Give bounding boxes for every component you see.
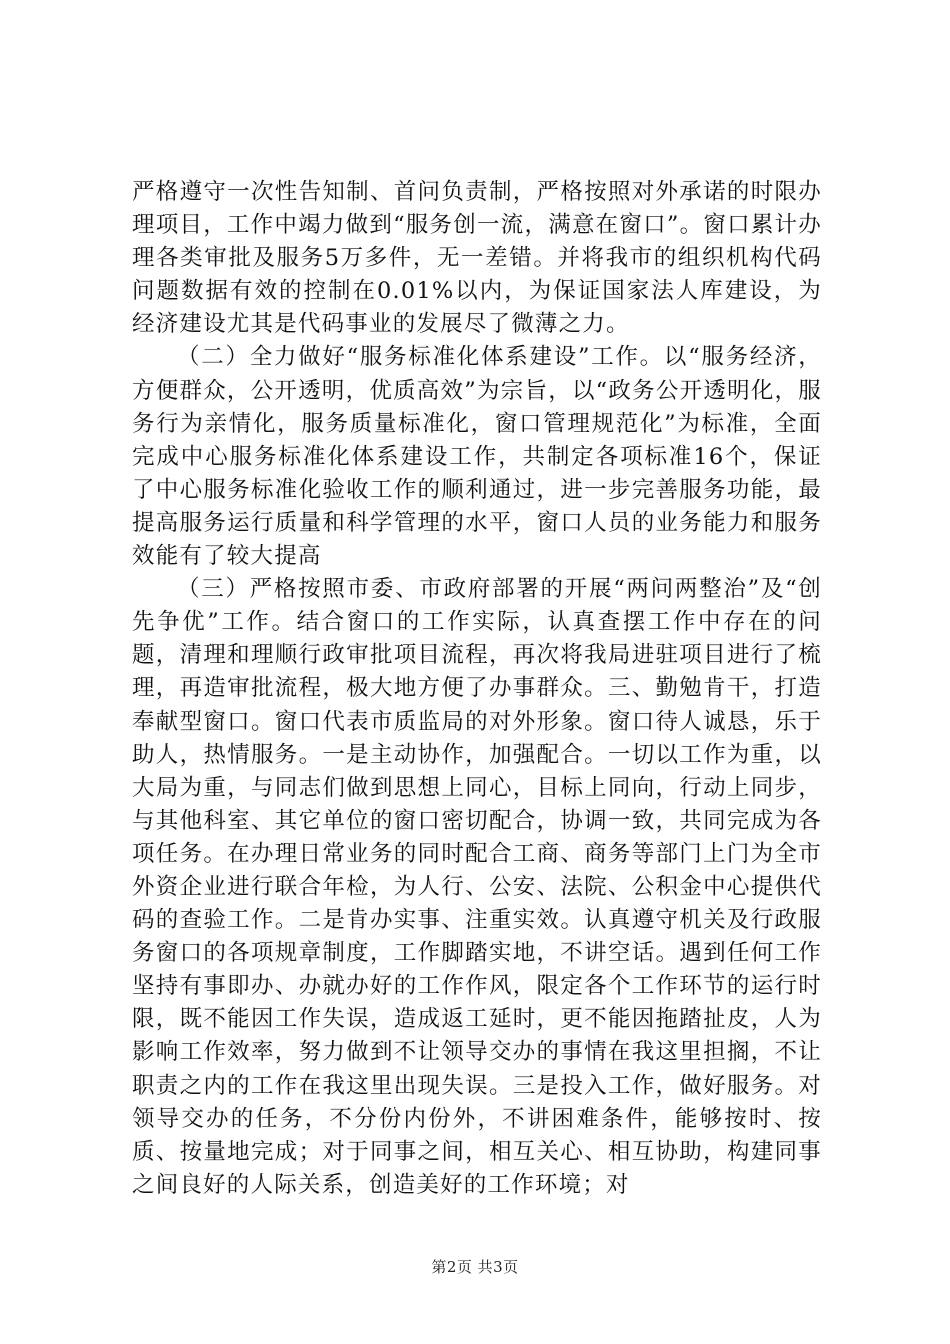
- paragraph-3: （三）严格按照市委、市政府部署的开展“两问两整治”及“创先争优”工作。结合窗口的工作实际，认真查摆工作中存在的问题，清理和理顺行政审批项目流程，再次将我局进驻项目进行了梳理，再造审批流程，极大地方便了办事群众。三、勤勉肯干，打造奉献型窗口。窗口代表市质监局的对外形象。窗口待人诚恳，乐于助人，热情服务。一是主动协作，加强配合。一切以工作为重，以大局为重，与同志们做到思想上同心，目标上同向，行动上同步，与其他科室、其它单位的窗口密切配合，协调一致，共同完成为各项任务。在办理日常业务的同时配合工商、商务等部门上门为全市外资企业进行联合年检，为人行、公安、法院、公积金中心提供代码的查验工作。二是肯办实事、注重实效。认真遵守机关及行政服务窗口的各项规章制度，工作脚踏实地，不讲空话。遇到任何工作坚持有事即办、办就办好的工作作风，限定各个工作环节的运行时限，既不能因工作失误，造成返工延时，更不能因拖踏扯皮，人为影响工作效率，努力做到不让领导交办的事情在我这里担搁，不让职责之内的工作在我这里出现失误。三是投入工作，做好服务。对领导交办的任务，不分份内份外，不讲困难条件，能够按时、按质、按量地完成；对于同事之间，相互关心、相互协助，构建同事之间良好的人际关系，创造美好的工作环境；对: [132, 576, 822, 1198]
- document-body: [132, 176, 822, 1202]
- paragraph-1: 严格遵守一次性告知制、首问负责制，严格按照对外承诺的时限办理项目，工作中竭力做到“服务创一流，满意在窗口”。窗口累计办理各类审批及服务5万多件，无一差错。并将我市的组织机构代码问题数据有效的控制在0.01%以内，为保证国家法人库建设，为经济建设尤其是代码事业的发展尽了微薄之力。: [132, 179, 822, 338]
- page-number-footer: 第2页 共3页: [431, 1258, 519, 1276]
- paragraph-2: （二）全力做好“服务标准化体系建设”工作。以“服务经济，方便群众，公开透明，优质高效”为宗旨，以“政务公开透明化，服务行为亲情化，服务质量标准化，窗口管理规范化”为标准，全面完成中心服务标准化体系建设工作，共制定各项标准16个，保证了中心服务标准化验收工作的顺利通过，进一步完善服务功能，最提高服务运行质量和科学管理的水平，窗口人员的业务能力和服务效能有了较大提高: [132, 344, 822, 570]
